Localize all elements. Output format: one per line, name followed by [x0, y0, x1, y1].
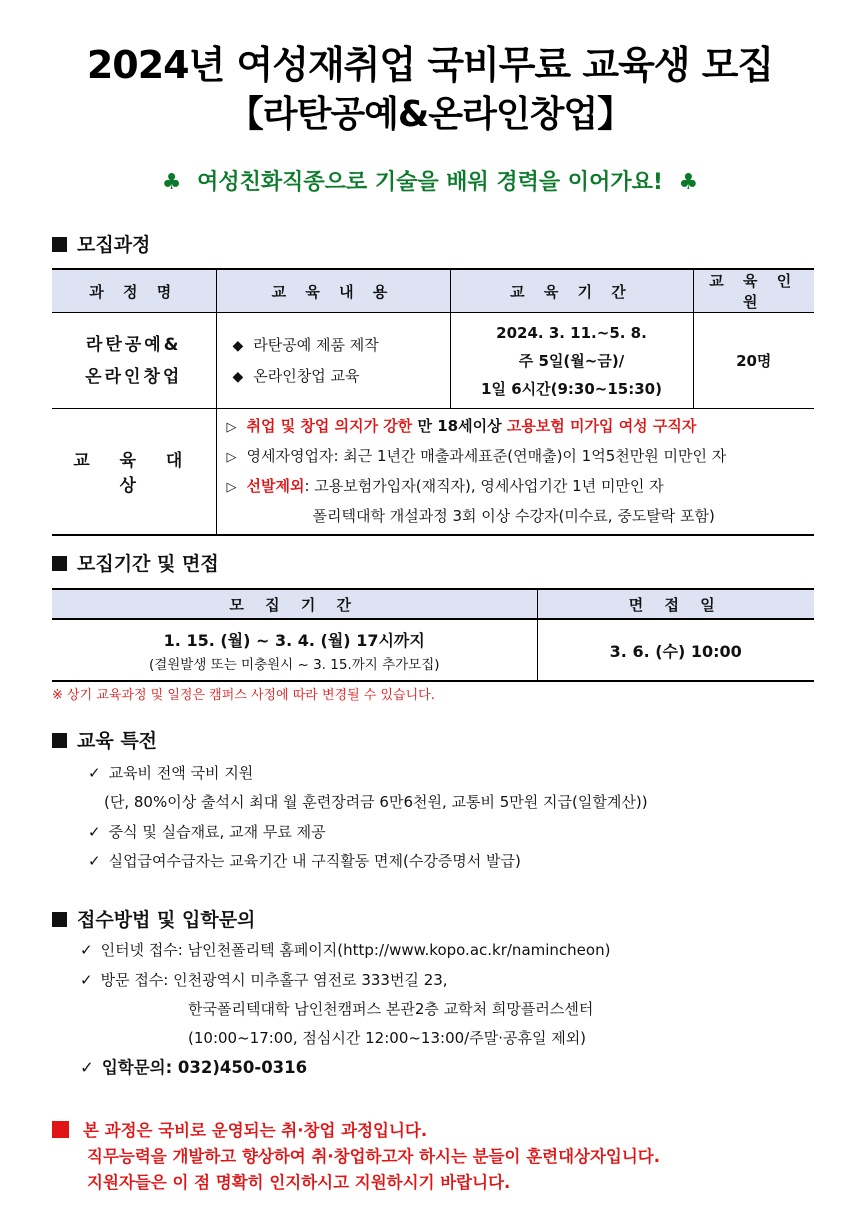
checkmark-icon: ✓ [88, 764, 101, 782]
address-line: 한국폴리텍대학 남인천캠퍼스 본관2층 교학처 희망플러스센터 [188, 1000, 594, 1018]
square-bullet-icon [52, 733, 67, 748]
triangle-bullet-icon: ▷ [226, 419, 237, 435]
list-item: ✓ 실업급여수급자는 교육기간 내 구직활동 면제(수강증명서 발급) [88, 852, 521, 870]
list-item: ✓ 중식 및 실습재료, 교재 무료 제공 [88, 823, 326, 841]
red-square-bullet-icon [52, 1121, 69, 1138]
section-title: 교육 특전 [77, 730, 158, 752]
slogan-text: 여성친화직종으로 기술을 배워 경력을 이어가요! [197, 170, 663, 195]
table-row [52, 619, 814, 681]
target-label-cell: 교 육 대 상 [52, 409, 216, 535]
checkmark-icon: ✓ [80, 941, 93, 959]
period-line: 2024. 3. 11.~5. 8. [496, 323, 647, 342]
checkmark-icon: ✓ [80, 971, 93, 989]
square-bullet-icon [52, 912, 67, 927]
triangle-bullet-icon: ▷ [226, 479, 237, 495]
list-item-sub: (단, 80%이상 출석시 최대 월 훈련장려금 6만6천원, 교통비 5만원 지급(일할계산)) [104, 793, 648, 811]
table-row [52, 313, 814, 409]
list-item: 폴리텍대학 개설과정 3회 이상 수강자(미수료, 중도탈락 포함) [312, 506, 715, 525]
course-table [52, 268, 814, 536]
slogan [0, 165, 860, 196]
course-period-cell [450, 313, 693, 409]
section-title: 모집과정 [77, 234, 151, 256]
checkmark-icon: ✓ [80, 1058, 94, 1077]
list-item: ▷ 취업 및 창업 의지가 강한 만 18세이상 고용보험 미가입 여성 구직자 [226, 416, 697, 435]
header-course-people: 교 육 인 원 [693, 269, 814, 313]
checkmark-icon: ✓ [88, 823, 101, 841]
list-item: ◆ 라탄공예 제품 제작 [232, 335, 379, 354]
section-course-heading [52, 230, 150, 257]
header-recruit-period: 모 집 기 간 [52, 589, 537, 619]
list-item: ✓ 교육비 전액 국비 지원 [88, 764, 254, 782]
period-line: 주 5일(월~금)/ [518, 351, 625, 370]
period-line: 1일 6시간(9:30~15:30) [481, 379, 662, 398]
diamond-bullet-icon: ◆ [232, 337, 244, 354]
final-notice [52, 1118, 660, 1196]
table-row [52, 409, 814, 535]
section-apply-heading [52, 905, 255, 932]
interview-date-cell: 3. 6. (수) 10:00 [609, 641, 742, 661]
schedule-note: ※ 상기 교육과정 및 일정은 캠퍼스 사정에 따라 변경될 수 있습니다. [52, 688, 435, 703]
square-bullet-icon [52, 556, 67, 571]
club-icon: ♣ [678, 170, 699, 195]
recruit-period-cell [52, 619, 537, 681]
final-line: 지원자들은 이 점 명확히 인지하시고 지원하시기 바랍니다. [87, 1173, 511, 1192]
header-course-content: 교 육 내 용 [216, 269, 450, 313]
table-header-row [52, 269, 814, 313]
contact-item: ✓ 입학문의: 032)450-0316 [80, 1058, 308, 1077]
recruit-table [52, 588, 814, 682]
club-icon: ♣ [161, 170, 182, 195]
list-item: ▷ 선발제외: 고용보험가입자(재직자), 영세사업기간 1년 미만인 자 [226, 476, 664, 495]
header-interview-date: 면 접 일 [537, 589, 814, 619]
list-item: ✓ 방문 접수: 인천광역시 미추홀구 염전로 333번길 23, [80, 971, 448, 989]
course-name-line: 온라인창업 [85, 366, 183, 387]
hours-line: (10:00~17:00, 점심시간 12:00~13:00/주말·공휴일 제외) [188, 1029, 587, 1047]
table-header-row [52, 589, 814, 619]
list-item: ✓ 인터넷 접수: 남인천폴리텍 홈페이지(http://www.kopo.ac.kr/namincheon) [80, 941, 611, 959]
section-benefits-heading [52, 726, 157, 753]
course-name-cell [52, 313, 216, 409]
triangle-bullet-icon: ▷ [226, 449, 237, 465]
list-item: ▷ 영세자영업자: 최근 1년간 매출과세표준(연매출)이 1억5천만원 미만인 자 [226, 446, 727, 465]
final-line: 직무능력을 개발하고 향상하여 취·창업하고자 하시는 분들이 훈련대상자입니다. [87, 1147, 660, 1166]
header-course-period: 교 육 기 간 [450, 269, 693, 313]
recruit-period-sub: (결원발생 또는 미충원시 ~ 3. 15.까지 추가모집) [148, 656, 440, 673]
target-list-cell [216, 409, 814, 535]
course-name-line: 라탄공예& [85, 334, 182, 355]
checkmark-icon: ✓ [88, 852, 101, 870]
course-people-cell: 20명 [693, 313, 814, 409]
diamond-bullet-icon: ◆ [232, 368, 244, 385]
section-title: 접수방법 및 입학문의 [77, 909, 256, 931]
section-title: 모집기간 및 면접 [77, 553, 219, 575]
final-line: 본 과정은 국비로 운영되는 취·창업 과정입니다. [52, 1118, 660, 1144]
recruit-period-main: 1. 15. (월) ~ 3. 4. (월) 17시까지 [163, 630, 425, 650]
square-bullet-icon [52, 237, 67, 252]
section-recruit-heading [52, 549, 219, 576]
main-title: 2024년 여성재취업 국비무료 교육생 모집 [86, 43, 774, 87]
sub-title: 【라탄공예&온라인창업】 [227, 94, 633, 135]
list-item: ◆ 온라인창업 교육 [232, 366, 360, 385]
course-content-cell [216, 313, 450, 409]
header-course-name: 과 정 명 [52, 269, 216, 313]
